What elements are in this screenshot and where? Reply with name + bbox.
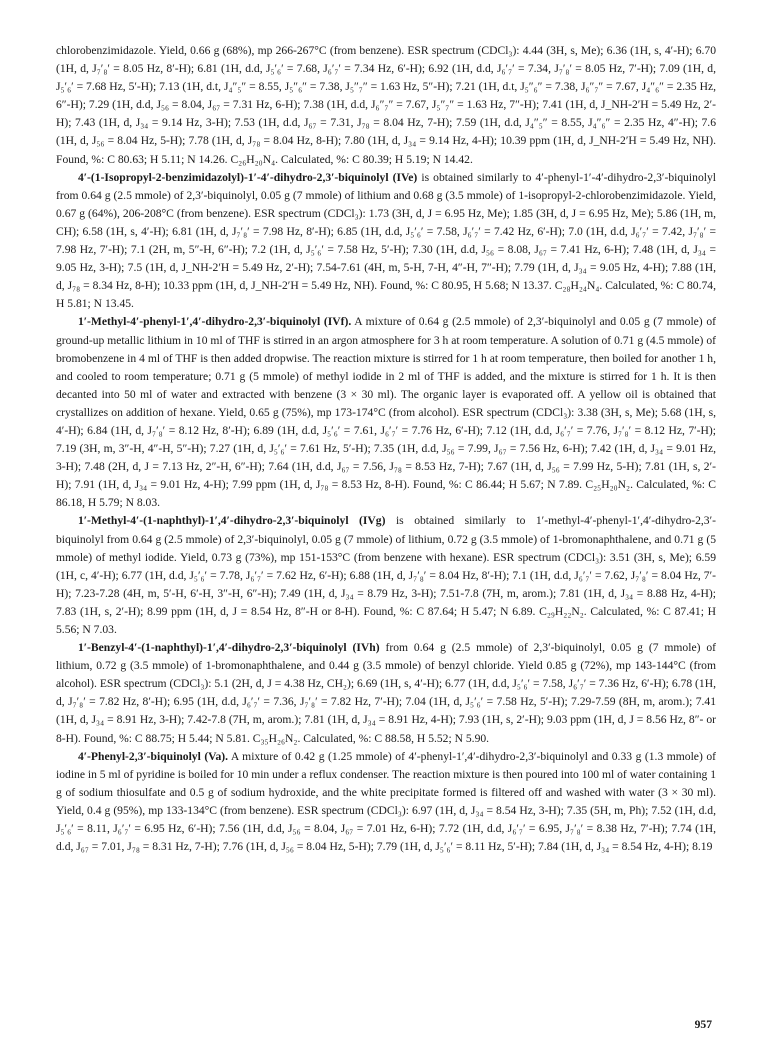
compound-heading: 1′-Methyl-4′-phenyl-1′,4′-dihydro-2,3′-biquinolyl (IVf). (78, 315, 352, 329)
page-number: 957 (694, 1018, 712, 1031)
paragraph-text: A mixture of 0.42 g (1.25 mmole) of 4′-phenyl-1′,4′-dihydro-2,3′-biquinolyl and 0.33 g (1.3 mmole) of iodine in 5 ml of pyridine is boiled for 10 min under a reflux condenser. The reaction mixture is then poured into 100 ml of water containing 1 g of sodium thiosulfate and 0.5 g of sodium hydroxide, and the white precipitate formed is filtered off and washed with water (3 × 30 ml). Yield, 0.4 g (95%), mp 133-134°C (from benzene). ESR spectrum (CDCl₃): 6.97 (1H, d, J₃₄ = 8.54 Hz, 3-H); 7.35 (5H, m, Ph); 7.52 (1H, d.d, J₅′₆′ = 8.11, J₆′₇′ = 6.95 Hz, 6′-H); 7.56 (1H, d.d, J₅₆ = 8.04, J₆₇ = 7.01 Hz, 6-H); 7.72 (1H, d.d, J₆′₇′ = 6.95, J₇′₈′ = 8.38 Hz, 7′-H); 7.74 (1H, d.d, J₆₇ = 7.01, J₇₈ = 8.31 Hz, 7-H); 7.76 (1H, d, J₅₆ = 8.04 Hz, 5-H); 7.79 (1H, d, J₅′₆′ = 8.11 Hz, 5′-H); 7.84 (1H, d, J₃₄ = 8.54 Hz, 4-H); 8.19 (56, 749, 716, 854)
paragraph-text: from 0.64 g (2.5 mmole) of 2,3′-biquinolyl, 0.05 g (7 mmole) of lithium, 0.72 g (3.5 mmole) of 1-bromonaphthalene, and 0.44 g (3.5 mmole) of benzyl chloride. Yield 0.85 g (72%), mp 143-144°C (from alcohol). ESR spectrum (CDCl₃): 5.1 (2H, d, J = 4.38 Hz, CH₂); 6.69 (1H, s, 4′-H); 6.77 (1H, d.d, J₅′₆′ = 7.58, J₆′₇′ = 7.36 Hz, 6′-H); 6.78 (1H, d, J₇′₈′ = 7.82 Hz, 8′-H); 6.95 (1H, d.d, J₆′₇′ = 7.36, J₇′₈′ = 7.82 Hz, 7′-H); 7.04 (1H, d, J₅′₆′ = 7.58 Hz, 5′-H); 7.29-7.59 (8H, m, arom.); 7.41 (1H, d, J₃₄ = 8.91 Hz, 3-H); 7.42-7.8 (7H, m, arom.); 7.81 (1H, d, J₃₄ = 8.91 Hz, 4-H); 7.93 (1H, s, 2′-H); 9.03 ppm (1H, d, J = 8.56 Hz, 8″- or 8-H). Found, %: C 88.75; H 5.44; N 5.81. C₃₅H₂₆N₂. Calculated, %: C 88.58, H 5.52; N 5.90. (56, 641, 717, 745)
paragraph-text: A mixture of 0.64 g (2.5 mmole) of 2,3′-biquinolyl and 0.05 g (7 mmole) of ground-up metallic lithium in 10 ml of THF is stirred in an argon atmosphere for 3 h at room temperature. A solution of 0.71 g (4.5 mmole) of bromobenzene in 4 ml of THF is then added dropwise. The reaction mixture is stirred for 1 h at room temperature, then boiled for another 1 h, and cooled to room temperature; 0.71 g (5 mmole) of methyl iodide in 2 ml of THF is added, and the mixture is stirred for 1 h. It is then decanted into 50 ml of water and extracted with benzene (3 × 30 ml). The organic layer is evaporated off. A yellow oil is obtained that crystallizes on addition of hexane. Yield, 0.65 g (75%), mp 173-174°C (from alcohol). ESR spectrum (CDCl₃): 3.38 (3H, s, Me); 5.68 (1H, s, 4′-H); 6.84 (1H, d, J₇′₈′ = 8.12 Hz, 8′-H); 6.89 (1H, d.d, J₅′₆′ = 7.61, J₆′₇′ = 7.76 Hz, 6′-H); 7.12 (1H, d.d, J₆′₇′ = 7.76, J₇′₈′ = 8.12 Hz, 7′-H); 7.19 (3H, m, 3″-H, 4″-H, 5″-H); 7.27 (1H, d, J₅′₆′ = 7.61 Hz, 5′-H); 7.35 (1H, d.d, J₅₆ = 7.99, J₆₇ = 7.56 Hz, 6-H); 7.42 (1H, d, J₃₄ = 9.01 Hz, 3-H); 7.48 (2H, d, J = 7.13 Hz, 2″-H, 6″-H); 7.64 (1H, d.d, J₆₇ = 7.56, J₇₈ = 8.53 Hz, 7-H); 7.67 (1H, d, J₅₆ = 7.99 Hz, 5-H); 7.81 (1H, s, 2′-H); 7.91 (1H, d, J₃₄ = 9.01 Hz, 4-H); 7.99 ppm (1H, d, J₇₈ = 8.53 Hz, 8-H). Found, %: C 86.44; H 5.67; N 7.89. C₂₅H₂₀N₂. Calculated, %: C 86.18, H 5.79; N 8.03. (56, 315, 716, 510)
paragraph-ivg (56, 512, 716, 639)
paragraph-text: is obtained similarly to 1′-methyl-4′-phenyl-1′,4′-dihydro-2,3′-biquinolyl from 0.64 g (2.5 mmole) of 2,3′-biquinolyl, 0.05 g (7 mmole) of lithium, 0.72 g (3.5 mmole) of 1-bromonaphthalene, and 0.71 g (5 mmole) of methyl iodide. Yield, 0.73 g (73%), mp 151-153°C (from benzene with hexane). ESR spectrum (CDCl₃): 3.51 (3H, s, Me); 6.59 (1H, c, 4′-H); 6.77 (1H, d.d, J₅′₆′ = 7.78, J₆′₇′ = 7.62 Hz, 6′-H); 6.88 (1H, d, J₇′₈′ = 8.04 Hz, 8′-H); 7.1 (1H, d.d, J₆′₇′ = 7.62, J₇′₈′ = 8.04 Hz, 7′-H); 7.23-7.28 (4H, m, 5′-H, 6′-H, 3″-H, 6″-H); 7.49 (1H, d, J₃₄ = 8.79 Hz, 3-H); 7.51-7.8 (7H, m, arom.); 7.81 (1H, d, J₃₄ = 8.88 Hz, 4-H); 7.83 (1H, s, 2′-H); 8.99 ppm (1H, d, J = 8.54 Hz, 8″-H or 8-H). Found, %: C 87.64; H 5.47; N 6.89. C₂₉H₂₂N₂. Calculated, %: C 87.41; H 5.56; N 7.03. (56, 514, 716, 636)
paragraph-ive (56, 169, 716, 314)
compound-heading: 4′-(1-Isopropyl-2-benzimidazolyl)-1′-4′-dihydro-2,3′-biquinolyl (IVe) (78, 170, 418, 184)
paragraph-text: is obtained similarly to 4′-phenyl-1′-4′-dihydro-2,3′-biquinolyl from 0.64 g (2.5 mmole) of 2,3′-biquinolyl, 0.05 g (7 mmole) of lithium and 0.68 g (3.5 mmole) of 1-isopropyl-2-chlorobenzimidazole. Yield, 0.67 g (64%), 206-208°C (from benzene). ESR spectrum (CDCl₃): 1.73 (3H, d, J = 6.95 Hz, Me); 1.85 (3H, d, J = 6.95 Hz, Me); 5.86 (1H, m, CH); 6.58 (1H, s, 4′-H); 6.81 (1H, d, J₇′₈′ = 7.98 Hz, 8′-H); 6.85 (1H, d.d, J₅′₆′ = 7.58, J₆′₇′ = 7.42 Hz, 6′-H); 7.0 (1H, d.d, J₆′₇′ = 7.42, J₇′₈′ = 7.98 Hz, 7′-H); 7.1 (2H, m, 5″-H, 6″-H); 7.2 (1H, d, J₅′₆′ = 7.58 Hz, 5′-H); 7.30 (1H, d.d, J₅₆ = 8.08, J₆₇ = 7.41 Hz, 6-H); 7.48 (1H, d, J₃₄ = 9.05 Hz, 3-H); 7.5 (1H, d, J_NH-2′H = 5.49 Hz, 2′-H); 7.54-7.61 (4H, m, 5-H, 7-H, 4″-H, 7″-H); 7.79 (1H, d, J₃₄ = 9.05 Hz, 4-H); 7.88 (1H, d, J₇₈ = 8.34 Hz, 8-H); 10.33 ppm (1H, d, J_NH-2′H = 5.49 Hz, NH). Found, %: C 80.95, H 5.68; N 13.37. C₂₈H₂₄N₄. Calculated, %: C 80.74, H 5.81; N 13.45. (56, 170, 716, 311)
paragraph-text: chlorobenzimidazole. Yield, 0.66 g (68%), mp 266-267°C (from benzene). ESR spectrum (CDCl₃): 4.44 (3H, s, Me); 6.36 (1H, s, 4′-H); 6.70 (1H, d, J₇′₈′ = 8.05 Hz, 8′-H); 6.81 (1H, d.d, J₅′₆′ = 7.68, J₆′₇′ = 7.34 Hz, 6′-H); 6.92 (1H, d.d, J₆′₇′ = 7.34, J₇′₈′ = 8.05 Hz, 7′-H); 7.09 (1H, d, J₅′₆′ = 7.68 Hz, 5′-H); 7.13 (1H, d.t, J₄″₅″ = 8.55, J₅″₆″ = 7.38, J₅″₇″ = 1.63 Hz, 5″-H); 7.21 (1H, d.t, J₅″₆″ = 7.38, J₆″₇″ = 7.67, J₄″₆″ = 2.35 Hz, 6″-H); 7.29 (1H, d.d, J₅₆ = 8.04, J₆₇ = 7.31 Hz, 6-H); 7.38 (1H, d.d, J₆″₇″ = 7.67, J₅″₇″ = 1.63 Hz, 7″-H); 7.41 (1H, d, J_NH-2′H = 5.49 Hz, 2′-H); 7.43 (1H, d, J₃₄ = 9.14 Hz, 3-H); 7.53 (1H, d.d, J₆₇ = 7.31, J₇₈ = 8.04 Hz, 7-H); 7.59 (1H, d.d, J₄″₅″ = 8.55, J₄″₆″ = 2.35 Hz, 4″-H); 7.6 (1H, d, J₅₆ = 8.04 Hz, 5-H); 7.78 (1H, d, J₇₈ = 8.04 Hz, 8-H); 7.80 (1H, d, J₃₄ = 9.14 Hz, 4-H); 10.39 ppm (1H, d, J_NH-2′H = 5.49 Hz, NH). Found, %: C 80.63; H 5.11; N 14.26. C₂₆H₂₀N₄. Calculated, %: C 80.39; H 5.19; N 14.42. (56, 44, 716, 166)
compound-heading: 1′-Benzyl-4′-(1-naphthyl)-1′,4′-dihydro-2,3′-biquinolyl (IVh) (78, 641, 380, 655)
page-body (56, 42, 716, 856)
paragraph-va (56, 748, 716, 857)
compound-heading: 1′-Methyl-4′-(1-naphthyl)-1′,4′-dihydro-2,3′-biquinolyl (IVg) (78, 514, 386, 528)
paragraph-ivh (56, 639, 716, 748)
paragraph-ivf (56, 313, 716, 512)
compound-heading: 4′-Phenyl-2,3′-biquinolyl (Va). (78, 749, 229, 763)
paragraph-continuation (56, 42, 716, 169)
